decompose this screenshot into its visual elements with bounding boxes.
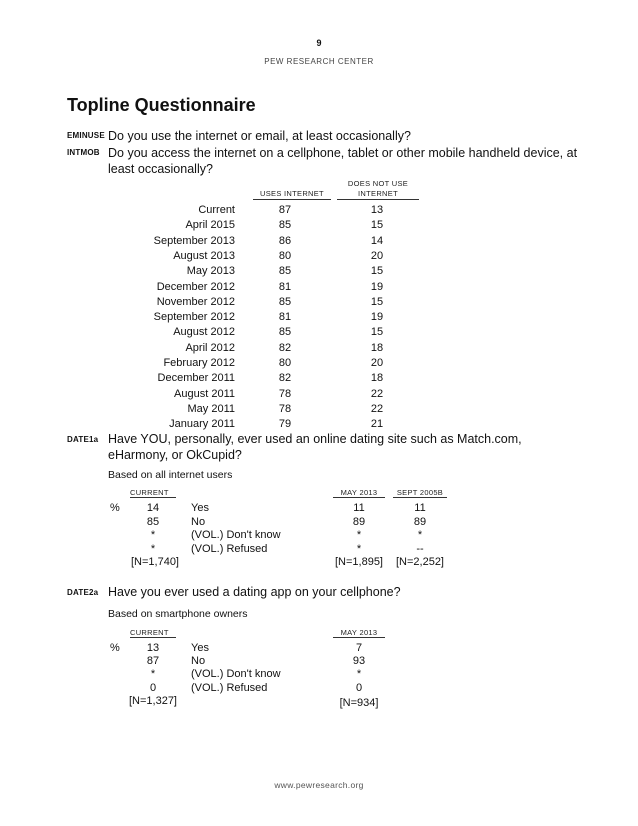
table-cell-current: * (150, 542, 156, 555)
table-cell-may: * (356, 542, 362, 555)
table-cell-may: 7 (355, 642, 363, 654)
table-cell-uses-internet: 78 (278, 402, 292, 415)
table-cell-sept: 89 (413, 515, 427, 528)
table-cell-not-internet: 20 (370, 357, 384, 369)
column-rule (393, 497, 447, 498)
table-cell-date: January 2011 (169, 418, 235, 431)
column-rule (337, 199, 419, 200)
table-cell-uses-internet: 85 (278, 295, 292, 308)
table-cell-label: (VOL.) Don't know (191, 668, 281, 681)
table-cell-current: 13 (146, 642, 160, 654)
table-cell-current: 0 (149, 681, 157, 694)
table-cell-uses-internet: 85 (278, 326, 292, 339)
sample-size-may: [N=934] (339, 697, 379, 709)
table-cell-may: 11 (353, 502, 365, 514)
table-cell-uses-internet: 81 (278, 280, 292, 293)
table-cell-date: August 2013 (173, 249, 235, 262)
table-cell-date: May 2013 (186, 265, 235, 278)
table-cell-may: * (356, 668, 362, 681)
table-cell-uses-internet: 86 (278, 234, 292, 247)
table-cell-date: August 2011 (174, 387, 235, 400)
table-cell-not-internet: 21 (370, 418, 384, 431)
percent-sign: % (110, 642, 120, 654)
table-cell-label: (VOL.) Refused (191, 681, 268, 694)
table-cell-may: * (356, 529, 362, 541)
table-cell-uses-internet: 82 (278, 341, 292, 354)
table-cell-current: 87 (146, 655, 160, 668)
table-cell-not-internet: 22 (370, 402, 384, 415)
sample-size-sept: [N=2,252] (395, 556, 444, 568)
table-cell-uses-internet: 85 (278, 219, 292, 232)
table-cell-uses-internet: 85 (278, 265, 292, 278)
column-rule (333, 497, 385, 498)
table-cell-uses-internet: 78 (278, 387, 292, 400)
column-header-uses-internet: USES INTERNET (260, 189, 324, 198)
table-cell-not-internet: 15 (370, 219, 384, 232)
table-cell-date: May 2011 (187, 402, 235, 415)
page-title: Topline Questionnaire (67, 95, 256, 115)
column-header-current: CURRENT (130, 628, 169, 637)
table-cell-uses-internet: 82 (278, 372, 292, 385)
table-cell-not-internet: 20 (370, 249, 384, 262)
column-rule (253, 199, 331, 200)
question-id-intmob: INTMOB (67, 148, 100, 157)
question-id-date2a: DATE2a (67, 588, 99, 597)
page-number: 9 (316, 38, 322, 48)
question-id-eminuse: EMINUSE (67, 131, 105, 140)
table-cell-label: No (191, 515, 206, 528)
column-header-not-internet-line1: DOES NOT USE (347, 179, 409, 188)
table-cell-date: Current (198, 204, 235, 216)
table-cell-not-internet: 13 (370, 204, 384, 216)
table-cell-not-internet: 15 (370, 326, 384, 339)
table-cell-date: February 2012 (163, 357, 235, 369)
column-header-may-2013: MAY 2013 (340, 628, 378, 637)
column-rule (130, 637, 176, 638)
table-cell-current: * (150, 529, 156, 541)
table-cell-date: December 2011 (157, 372, 235, 385)
table-cell-date: August 2012 (173, 326, 235, 339)
table-cell-not-internet: 18 (370, 341, 384, 354)
column-header-sept-2005b: SEPT 2005B (396, 488, 444, 497)
table-cell-date: September 2012 (153, 311, 235, 324)
table-cell-date: November 2012 (156, 295, 235, 308)
sample-size-current: [N=1,740] (130, 556, 179, 568)
percent-sign: % (110, 502, 120, 514)
table-cell-may: 0 (355, 681, 363, 694)
table-cell-sept: -- (416, 542, 424, 555)
table-cell-current: 85 (146, 515, 160, 528)
question-text-intmob: Do you access the internet on a cellphone, tablet or other mobile handheld device, at least occasionally? (108, 146, 578, 176)
table-cell-label: (VOL.) Don't know (191, 529, 281, 541)
table-cell-current: 14 (146, 502, 160, 514)
table-cell-not-internet: 14 (370, 234, 384, 247)
table-cell-sept: * (417, 529, 423, 541)
sample-size-may: [N=1,895] (334, 556, 383, 568)
table-cell-not-internet: 15 (370, 265, 384, 278)
sample-size-current: [N=1,327] (128, 695, 177, 707)
question-id-date1a: DATE1a (67, 435, 99, 444)
table-cell-may: 89 (352, 515, 366, 528)
column-header-may-2013: MAY 2013 (340, 488, 378, 497)
table-cell-not-internet: 15 (370, 295, 384, 308)
table-cell-not-internet: 22 (370, 387, 384, 400)
question-text-date1a: Have YOU, personally, ever used an online dating site such as Match.com, eHarmony, or OkCupid? (108, 432, 522, 462)
column-rule (130, 497, 176, 498)
base-note-date2a: Based on smartphone owners (108, 608, 248, 620)
question-text-eminuse: Do you use the internet or email, at least occasionally? (108, 129, 411, 143)
table-cell-sept: 11 (414, 502, 426, 514)
table-cell-may: 93 (352, 655, 366, 668)
table-cell-date: December 2012 (156, 280, 235, 293)
question-text-date2a: Have you ever used a dating app on your cellphone? (108, 585, 401, 599)
table-cell-date: April 2015 (185, 219, 235, 232)
table-cell-date: April 2012 (185, 341, 235, 354)
table-cell-current: * (150, 668, 156, 681)
table-cell-uses-internet: 81 (278, 311, 292, 324)
table-cell-not-internet: 19 (370, 280, 384, 293)
table-cell-not-internet: 18 (370, 372, 384, 385)
table-cell-uses-internet: 87 (278, 204, 292, 216)
table-cell-uses-internet: 79 (278, 418, 292, 431)
table-cell-label: (VOL.) Refused (191, 542, 268, 555)
table-cell-label: Yes (191, 642, 209, 654)
table-cell-label: No (191, 655, 206, 668)
table-cell-label: Yes (191, 502, 209, 514)
column-rule (333, 637, 385, 638)
footer-url: www.pewresearch.org (274, 780, 364, 790)
table-cell-uses-internet: 80 (278, 249, 292, 262)
column-header-current: CURRENT (130, 488, 169, 497)
column-header-not-internet-line2: INTERNET (358, 189, 398, 198)
organization-name: PEW RESEARCH CENTER (264, 57, 374, 66)
base-note-date1a: Based on all internet users (108, 469, 233, 481)
table-cell-date: September 2013 (153, 234, 235, 247)
table-cell-uses-internet: 80 (278, 357, 292, 369)
table-cell-not-internet: 19 (370, 311, 384, 324)
